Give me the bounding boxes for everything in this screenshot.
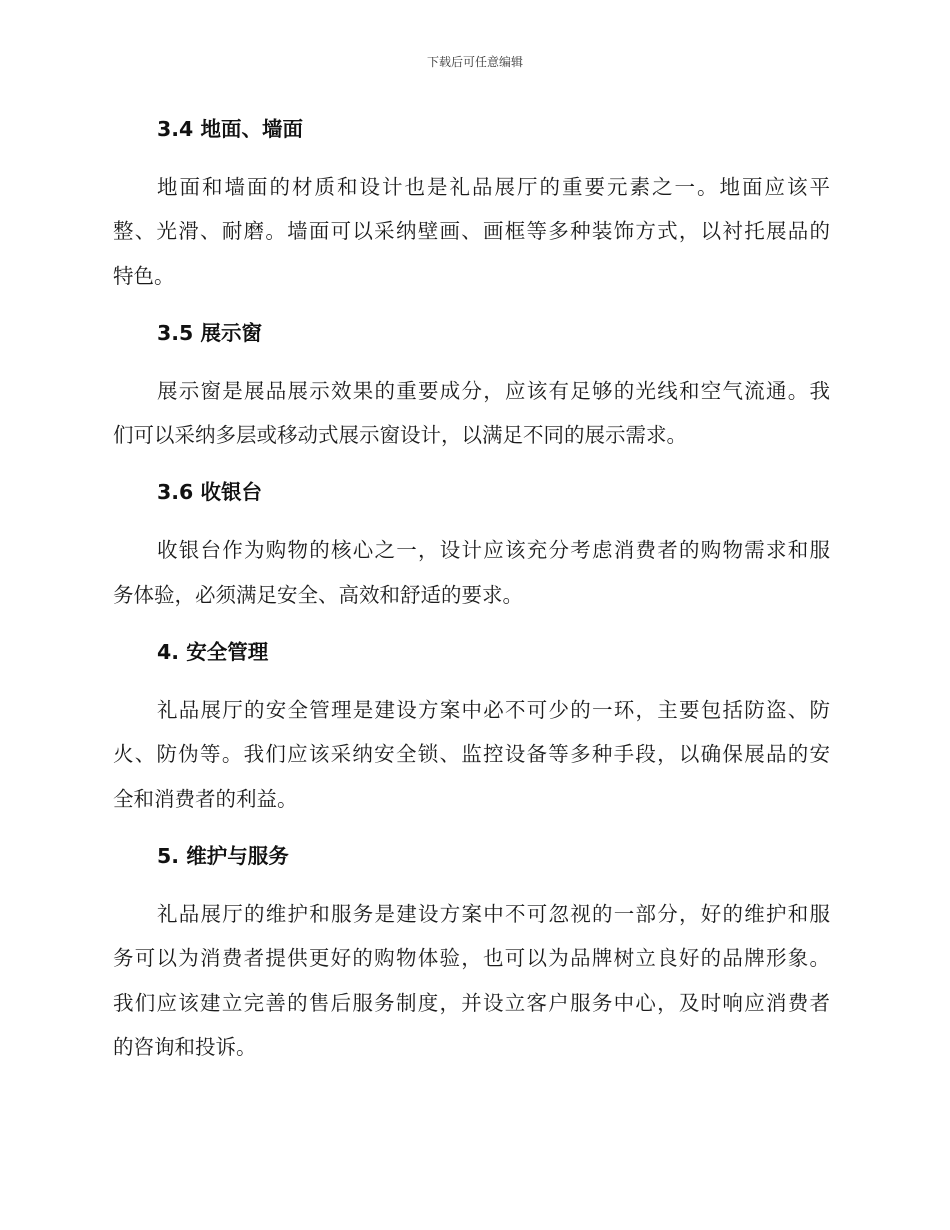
paragraph-line: 我们应该建立完善的售后服务制度，并设立客户服务中心，及时响应消费者: [113, 990, 830, 1015]
paragraph-cashier: [113, 528, 830, 617]
paragraph-display-window: [113, 369, 830, 458]
paragraph-security: [113, 688, 830, 822]
paragraph-line: 务体验，必须满足安全、高效和舒适的要求。: [113, 582, 523, 607]
paragraph-line: 礼品展厅的安全管理是建设方案中必不可少的一环，主要包括防盗、防: [157, 697, 830, 722]
paragraph-line: 们可以采纳多层或移动式展示窗设计，以满足不同的展示需求。: [113, 423, 687, 447]
paragraph-line: 地面和墙面的材质和设计也是礼品展厅的重要元素之一。地面应该平: [157, 174, 830, 199]
section-heading-3-6: 3.6 收银台: [157, 480, 262, 504]
section-heading-3-5: 3.5 展示窗: [157, 320, 262, 345]
paragraph-line: 特色。: [113, 263, 175, 288]
section-heading-3-4: 3.4 地面、墙面: [157, 116, 303, 141]
paragraph-line: 收银台作为购物的核心之一，设计应该充分考虑消费者的购物需求和服: [157, 538, 830, 562]
section-heading-5: 5. 维护与服务: [157, 843, 289, 868]
section-heading-4: 4. 安全管理: [157, 639, 269, 664]
paragraph-line: 全和消费者的利益。: [113, 786, 298, 811]
paragraph-line: 礼品展厅的维护和服务是建设方案中不可忽视的一部分，好的维护和服: [157, 901, 830, 926]
paragraph-line: 务可以为消费者提供更好的购物体验，也可以为品牌树立良好的品牌形象。: [113, 946, 830, 970]
paragraph-line: 展示窗是展品展示效果的重要成分，应该有足够的光线和空气流通。我: [157, 378, 830, 403]
document-body: [113, 94, 830, 1070]
page-header-note: 下载后可任意编辑: [426, 55, 523, 69]
paragraph-line: 的咨询和投诉。: [113, 1035, 257, 1059]
paragraph-line: 整、光滑、耐磨。墙面可以采纳壁画、画框等多种装饰方式，以衬托展品的: [113, 219, 830, 243]
paragraph-floor-wall: [113, 165, 830, 299]
paragraph-line: 火、防伪等。我们应该采纳安全锁、监控设备等多种手段，以确保展品的安: [113, 742, 830, 766]
paragraph-maintenance-service: [113, 892, 830, 1070]
